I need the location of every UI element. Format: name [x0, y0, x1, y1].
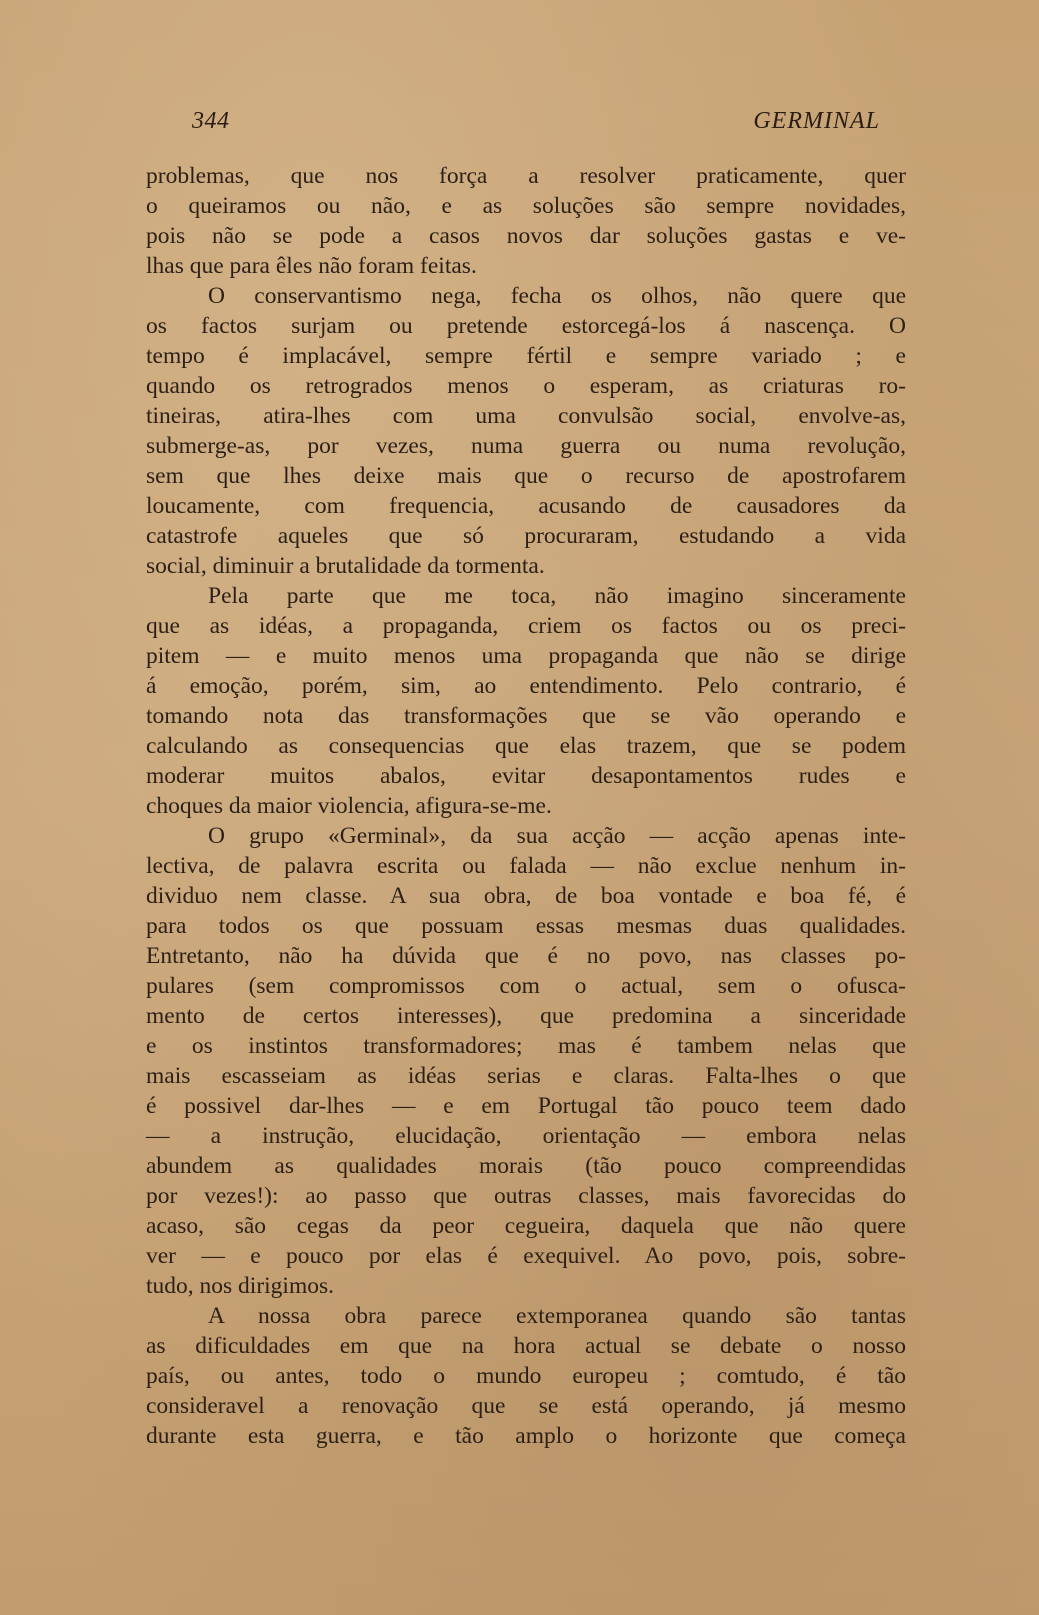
text-line: acaso, são cegas da peor cegueira, daquela que não quere	[146, 1213, 906, 1239]
text-line: social, diminuir a brutalidade da tormenta.	[146, 553, 545, 579]
text-line: moderar muitos abalos, evitar desapontamentos rudes e	[146, 763, 906, 789]
text-line: mento de certos interesses), que predomina a sinceridade	[146, 1003, 906, 1029]
text-line: loucamente, com frequencia, acusando de causadores da	[146, 493, 906, 519]
text-line: á emoção, porém, sim, ao entendimento. Pelo contrario, é	[146, 673, 906, 699]
text-line: A nossa obra parece extemporanea quando são tantas	[208, 1303, 906, 1329]
text-line: lhas que para êles não foram feitas.	[146, 253, 477, 279]
text-line: por vezes!): ao passo que outras classes, mais favorecidas do	[146, 1183, 906, 1209]
text-line: tudo, nos dirigimos.	[146, 1273, 335, 1299]
text-line: durante esta guerra, e tão amplo o horizonte que começa	[146, 1423, 906, 1449]
text-line: O conservantismo nega, fecha os olhos, não quere que	[208, 283, 906, 309]
text-line: que as idéas, a propaganda, criem os factos ou os preci-	[146, 613, 906, 639]
text-line: abundem as qualidades morais (tão pouco compreendidas	[146, 1153, 906, 1179]
text-line: o queiramos ou não, e as soluções são sempre novidades,	[146, 193, 906, 219]
text-line: tempo é implacável, sempre fértil e sempre variado ; e	[146, 343, 906, 369]
text-line: — a instrução, elucidação, orientação — embora nelas	[146, 1123, 906, 1149]
text-line: lectiva, de palavra escrita ou falada — não exclue nenhum in-	[146, 853, 906, 879]
text-line: choques da maior violencia, afigura-se-me.	[146, 793, 552, 819]
text-line: quando os retrogrados menos o esperam, as criaturas ro-	[146, 373, 906, 399]
running-title: GERMINAL	[753, 108, 880, 134]
text-line: consideravel a renovação que se está operando, já mesmo	[146, 1393, 906, 1419]
text-line: dividuo nem classe. A sua obra, de boa vontade e boa fé, é	[146, 883, 906, 909]
text-line: os factos surjam ou pretende estorcegá-los á nascença. O	[146, 313, 906, 339]
text-line: Pela parte que me toca, não imagino sinceramente	[208, 583, 906, 609]
text-line: tomando nota das transformações que se vão operando e	[146, 703, 906, 729]
text-line: mais escasseiam as idéas serias e claras. Falta-lhes o que	[146, 1063, 906, 1089]
text-line: tineiras, atira-lhes com uma convulsão social, envolve-as,	[146, 403, 906, 429]
text-line: e os instintos transformadores; mas é tambem nelas que	[146, 1033, 906, 1059]
text-line: ver — e pouco por elas é exequivel. Ao povo, pois, sobre-	[146, 1243, 906, 1269]
text-line: calculando as consequencias que elas trazem, que se podem	[146, 733, 906, 759]
text-line: O grupo «Germinal», da sua acção — acção apenas inte-	[208, 823, 906, 849]
text-line: submerge-as, por vezes, numa guerra ou numa revolução,	[146, 433, 906, 459]
text-line: pulares (sem compromissos com o actual, sem o ofusca-	[146, 973, 906, 999]
text-line: as dificuldades em que na hora actual se debate o nosso	[146, 1333, 906, 1359]
page-header	[192, 108, 880, 144]
text-line: é possivel dar-lhes — e em Portugal tão pouco teem dado	[146, 1093, 906, 1119]
text-line: pois não se pode a casos novos dar soluções gastas e ve-	[146, 223, 906, 249]
page-number: 344	[192, 108, 230, 134]
text-line: catastrofe aqueles que só procuraram, estudando a vida	[146, 523, 906, 549]
text-line: problemas, que nos força a resolver praticamente, quer	[146, 163, 906, 189]
text-line: pitem — e muito menos uma propaganda que não se dirige	[146, 643, 906, 669]
text-line: para todos os que possuam essas mesmas duas qualidades.	[146, 913, 906, 939]
text-line: sem que lhes deixe mais que o recurso de apostrofarem	[146, 463, 906, 489]
text-line: país, ou antes, todo o mundo europeu ; comtudo, é tão	[146, 1363, 906, 1389]
body-text	[146, 161, 906, 1451]
text-line: Entretanto, não ha dúvida que é no povo, nas classes po-	[146, 943, 906, 969]
